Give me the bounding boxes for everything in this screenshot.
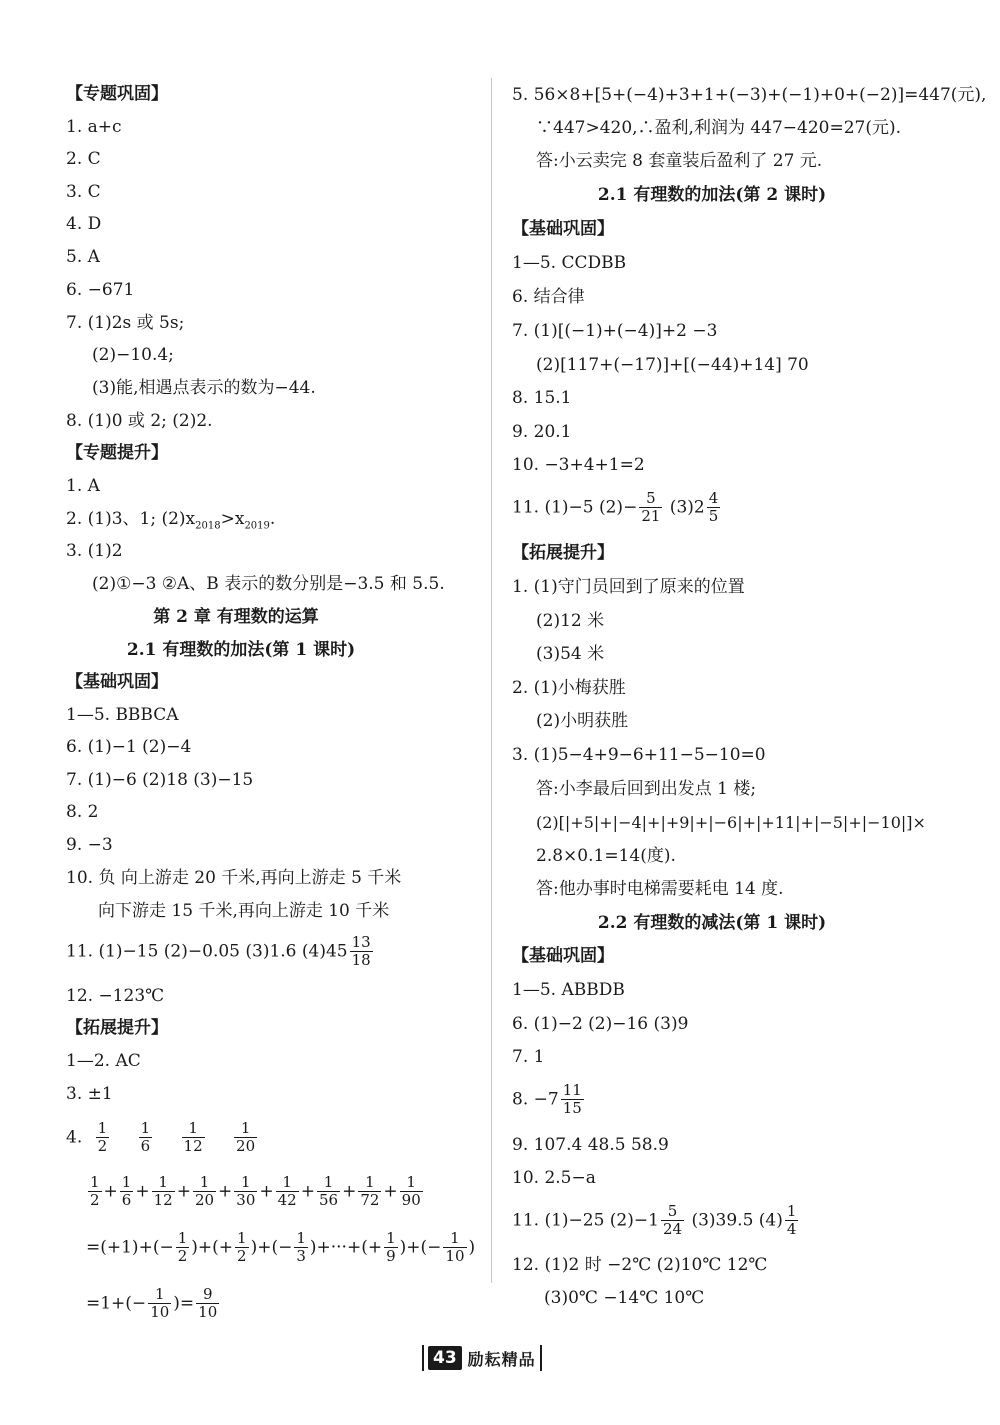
answer-line: 12. (1)2 时 −2℃ (2)10℃ 12℃ bbox=[512, 1255, 768, 1275]
answer-line: 6. −671 bbox=[66, 280, 135, 300]
answer-line: 1—2. AC bbox=[66, 1051, 141, 1071]
answer-line: 5. 56×8+[5+(−4)+3+1+(−3)+(−1)+0+(−2)]=447(元), bbox=[512, 85, 987, 105]
answer-line: 8. −7 $\frac{11}{15}$ bbox=[512, 1081, 582, 1117]
answer-line: 11. (1)−5 (2)− $\frac{5}{21}$ (3)2 $\frac{4}{5}$ bbox=[512, 489, 719, 525]
chapter-title: 第 2 章 有理数的运算 bbox=[153, 607, 319, 627]
answer-line: 9. 107.4 48.5 58.9 bbox=[512, 1135, 669, 1155]
answer-line: 1—5. ABBDB bbox=[512, 980, 625, 1000]
answer-line: 1—5. CCDBB bbox=[512, 253, 627, 273]
answer-line: 7. (1)−6 (2)18 (3)−15 bbox=[66, 770, 254, 790]
answer-line: 1. A bbox=[66, 476, 100, 496]
page-number: 43 bbox=[428, 1346, 462, 1370]
answer-line: (2)12 米 bbox=[536, 611, 605, 631]
answer-line: 4. $\frac{1}{2}$ $\frac{1}{6}$ $\frac{1}{12}$ $\frac{1}{20}$ bbox=[66, 1119, 256, 1155]
answer-line: 4. D bbox=[66, 214, 102, 234]
answer-line: 答:小李最后回到出发点 1 楼; bbox=[536, 779, 757, 799]
answer-line: 2. C bbox=[66, 149, 101, 169]
fraction: $\frac{13}{18}$ bbox=[351, 933, 371, 969]
answer-line: 10. −3+4+1=2 bbox=[512, 455, 645, 475]
answer-line: (3)能,相遇点表示的数为−44. bbox=[92, 378, 316, 398]
equation-line: $\frac{1}{2}$ + $\frac{1}{6}$ + $\frac{1}{12}$ + $\frac{1}{20}$ + $\frac{1}{30}$ + $\frac{1}{42}$ + $\frac{1}{56}$ + $\frac{1}{72}$ + $\frac{1}{90}$ bbox=[90, 1173, 421, 1209]
answer-line: 3. (1)2 bbox=[66, 541, 123, 561]
answer-line: 3. ±1 bbox=[66, 1084, 113, 1104]
answer-line: 8. (1)0 或 2; (2)2. bbox=[66, 411, 213, 431]
section-header: 【基础巩固】 bbox=[66, 672, 168, 692]
answer-line: 9. −3 bbox=[66, 835, 113, 855]
footer-bar-left bbox=[422, 1345, 424, 1371]
answer-line: 8. 15.1 bbox=[512, 388, 572, 408]
answer-line: 11. (1)−15 (2)−0.05 (3)1.6 (4)45 $\frac{13}{18}$ bbox=[66, 933, 371, 969]
answer-line: 12. −123℃ bbox=[66, 986, 165, 1006]
answer-line: 1. (1)守门员回到了原来的位置 bbox=[512, 577, 745, 597]
section-header: 【专题巩固】 bbox=[66, 84, 168, 104]
answer-line: (3)0℃ −14℃ 10℃ bbox=[544, 1288, 705, 1308]
answer-line: 3. (1)5−4+9−6+11−5−10=0 bbox=[512, 745, 766, 765]
equation-line: =1+(− $\frac{1}{10}$ )= $\frac{9}{10}$ bbox=[86, 1285, 218, 1321]
section-header: 【基础巩固】 bbox=[512, 946, 614, 966]
answer-line: 10. 2.5−a bbox=[512, 1168, 596, 1188]
answer-line: 向下游走 15 千米,再向上游走 10 千米 bbox=[98, 901, 390, 921]
lesson-title: 2.1 有理数的加法(第 1 课时) bbox=[126, 640, 356, 660]
answer-line: 2. (1)小梅获胜 bbox=[512, 678, 626, 698]
equation-line: =(+1)+(− $\frac{1}{2}$ )+(+ $\frac{1}{2}$ )+(− $\frac{1}{3}$ )+···+(+ $\frac{1}{9}$ )+(− $\frac{1}{10}$ ) bbox=[86, 1229, 476, 1265]
answer-line: 7. (1)[(−1)+(−4)]+2 −3 bbox=[512, 321, 718, 341]
section-header: 【拓展提升】 bbox=[66, 1018, 168, 1038]
brand-logo-text: 励耘精品 bbox=[467, 1349, 536, 1369]
answer-line: 6. (1)−2 (2)−16 (3)9 bbox=[512, 1014, 689, 1034]
answer-line: 6. (1)−1 (2)−4 bbox=[66, 737, 192, 757]
section-header: 【拓展提升】 bbox=[512, 543, 614, 563]
answer-line: 11. (1)−25 (2)−1 $\frac{5}{24}$ (3)39.5 (4) $\frac{1}{4}$ bbox=[512, 1202, 797, 1238]
answer-line: 7. (1)2s 或 5s; bbox=[66, 313, 185, 333]
answer-line: 2. (1)3、1; $(2)x_{2018}>x_{2019}$. bbox=[66, 509, 276, 532]
answer-line: 6. 结合律 bbox=[512, 287, 585, 307]
answer-line: (3)54 米 bbox=[536, 644, 605, 664]
answer-line: 10. 负 向上游走 20 千米,再向上游走 5 千米 bbox=[66, 868, 402, 888]
answer-line: 3. C bbox=[66, 182, 101, 202]
answer-line: (2)①−3 ②A、B 表示的数分别是−3.5 和 5.5. bbox=[92, 574, 445, 594]
column-divider bbox=[491, 78, 492, 1283]
answer-line: 1—5. BBBCA bbox=[66, 705, 179, 725]
section-header: 【专题提升】 bbox=[66, 443, 168, 463]
answer-line: (2)[|+5|+|−4|+|+9|+|−6|+|+11|+|−5|+|−10|]× bbox=[536, 813, 926, 832]
answer-line: (2)[117+(−17)]+[(−44)+14] 70 bbox=[536, 355, 809, 375]
page-footer bbox=[418, 1343, 546, 1373]
footer-bar-right bbox=[540, 1345, 542, 1371]
answer-line: 5. A bbox=[66, 247, 100, 267]
answer-line: 答:小云卖完 8 套童装后盈利了 27 元. bbox=[536, 151, 823, 171]
answer-line: 答:他办事时电梯需要耗电 14 度. bbox=[536, 879, 784, 899]
answer-line: 8. 2 bbox=[66, 802, 99, 822]
answer-line: 2.8×0.1=14(度). bbox=[536, 846, 676, 866]
answer-line: 7. 1 bbox=[512, 1047, 545, 1067]
lesson-title: 2.1 有理数的加法(第 2 课时) bbox=[597, 185, 827, 205]
answer-line: (2)小明获胜 bbox=[536, 711, 629, 731]
answer-line: ∵447>420,∴盈利,利润为 447−420=27(元). bbox=[536, 118, 902, 138]
answer-line: (2)−10.4; bbox=[92, 345, 174, 365]
answer-line: 1. a+c bbox=[66, 117, 122, 137]
lesson-title: 2.2 有理数的减法(第 1 课时) bbox=[597, 913, 827, 933]
answer-line: 9. 20.1 bbox=[512, 422, 572, 442]
section-header: 【基础巩固】 bbox=[512, 219, 614, 239]
